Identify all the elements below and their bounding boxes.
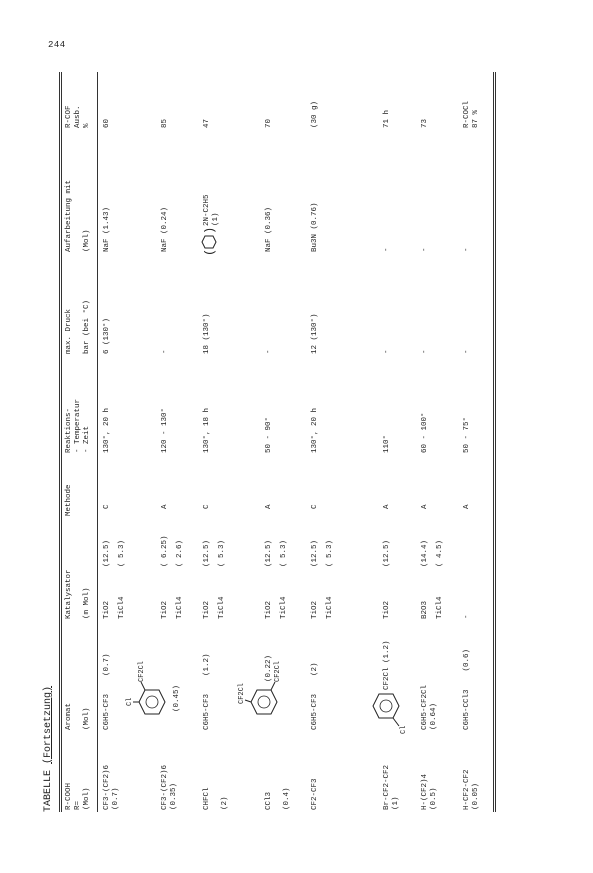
cell-kat1: TiO2	[103, 600, 111, 619]
cell-kat2-amt: ( 5.3)	[326, 539, 334, 567]
cell-methode: A	[383, 504, 391, 509]
table-top-rule	[59, 72, 62, 812]
cell-aromat: C6H5-CF3 (2)	[311, 662, 319, 730]
cell-kat1-amt: (12.5)	[103, 539, 111, 567]
cell-kat2: TiCl4	[176, 596, 184, 619]
cell-temp: 50 - 75°	[463, 416, 471, 453]
struct-label: Cl	[126, 697, 134, 706]
page-number: 244	[48, 40, 66, 50]
cell-aromat: CF2Cl (1.2)	[383, 640, 391, 690]
cell-r: CF3-(CF2)6 (0.35)	[161, 764, 178, 810]
cell-methode: A	[161, 504, 169, 509]
cell-aromat: (0.45)	[173, 684, 181, 712]
cell-temp: 130°, 20 h	[311, 407, 319, 453]
struct-label: CF2Cl	[274, 660, 282, 682]
cell-kat2-amt: ( 5.3)	[118, 539, 126, 567]
cell-druck: 6 (130°)	[103, 317, 111, 354]
cell-druck: 18 (130°)	[203, 313, 211, 354]
table-bottom-rule	[493, 72, 496, 812]
cell-kat2: TiCl4	[118, 596, 126, 619]
cell-ausbeute: 71 h	[383, 109, 391, 128]
header-rule	[97, 72, 98, 812]
cell-kat1: TiO2	[203, 600, 211, 619]
rotated-table	[43, 72, 525, 812]
cell-methode: C	[203, 504, 211, 509]
header-katalysator: Katalysator (m Mol)	[65, 569, 91, 619]
cell-aromat: C6H5-CF3 (0.7)	[103, 653, 111, 730]
table-subtitle: (Fortsetzung)	[43, 685, 54, 764]
header-aufarbeitung: Aufarbeitung mit (Mol)	[65, 179, 91, 252]
cell-aufarbeitung: -	[421, 247, 429, 252]
cell-aufarbeitung: 2N-C2H5 (1)	[203, 194, 220, 226]
cell-methode: A	[265, 504, 273, 509]
cell-temp: 130°, 20 h	[103, 407, 111, 453]
cell-aromat: C6H5-CF3 (1.2)	[203, 653, 211, 730]
cell-aufarbeitung: -	[463, 247, 471, 252]
cell-aromat: (0.22)	[265, 654, 273, 682]
cell-druck: 12 (130°)	[311, 313, 319, 354]
cell-r: CF3-(CF2)6 (0.7)	[103, 764, 120, 810]
cell-kat1: TiO2	[265, 600, 273, 619]
struct-label: CF2Cl	[138, 660, 146, 682]
cell-ausbeute: 73	[421, 118, 429, 128]
header-druck: max. Druck bar (bei °C)	[65, 299, 91, 354]
header-aromat: Aromat (Mol)	[65, 702, 91, 730]
table-title: TABELLE	[43, 769, 54, 812]
cell-r: H-CF2-CF2 (0.05)	[463, 769, 480, 810]
cyclohexyl-structure	[199, 226, 224, 256]
cell-temp: 120 - 130°	[161, 407, 169, 453]
cell-aufarbeitung: NaF (1.43)	[103, 206, 111, 252]
cell-kat1: TiO2	[311, 600, 319, 619]
table-caption	[43, 686, 54, 812]
cell-r: CHFCl (2)	[203, 787, 229, 810]
cell-temp: 50 - 90°	[265, 416, 273, 453]
cell-druck: -	[463, 349, 471, 354]
header-reaktion: Reaktions- - Temperatur - Zeit	[65, 398, 91, 453]
cell-ausbeute: 70	[265, 118, 273, 128]
cell-druck: -	[161, 349, 169, 354]
cell-aromat: C6H5-CCl3 (0.6)	[463, 648, 471, 730]
header-r-cooh: R-COOH R= (Mol)	[65, 782, 91, 810]
cell-methode: C	[311, 504, 319, 509]
cell-temp: 60 - 100°	[421, 412, 429, 453]
benzene-structure	[369, 684, 410, 734]
cell-kat1-amt: (12.5)	[383, 539, 391, 567]
cell-kat2-amt: ( 5.3)	[218, 539, 226, 567]
cell-aufarbeitung: NaF (0.36)	[265, 206, 273, 252]
cell-druck: -	[383, 349, 391, 354]
cell-methode: A	[463, 504, 471, 509]
cell-ausbeute: 60	[103, 118, 111, 128]
cell-r: CCl3 (0.4)	[265, 787, 291, 810]
cell-kat1-amt: (12.5)	[311, 539, 319, 567]
cell-temp: 110°	[383, 434, 391, 453]
cell-kat2-amt: ( 2.6)	[176, 539, 184, 567]
cell-aromat: C6H5-CF2Cl (0.64)	[421, 684, 438, 730]
cell-methode: C	[103, 504, 111, 509]
cell-kat2-amt: ( 4.5)	[436, 539, 444, 567]
cell-aufarbeitung: -	[383, 247, 391, 252]
cell-ausbeute: 47	[203, 118, 211, 128]
cell-druck: -	[265, 349, 273, 354]
benzene-structure	[126, 660, 178, 730]
cell-methode: A	[421, 504, 429, 509]
header-ausbeute: R-COF Ausb. %	[65, 105, 91, 128]
cell-kat1-amt: (14.4)	[421, 539, 429, 567]
struct-label: Cl	[400, 725, 408, 734]
cell-r: H-(CF2)4 (0.5)	[421, 773, 438, 810]
cell-r: CF2-CF3	[311, 778, 319, 810]
cell-ausbeute: R-COCl 87 %	[463, 100, 480, 128]
cell-druck: -	[421, 349, 429, 354]
cell-kat2: TiCl4	[436, 596, 444, 619]
cell-ausbeute: 85	[161, 118, 169, 128]
cell-kat2: TiCl4	[280, 596, 288, 619]
cell-kat1: -	[463, 614, 471, 619]
header-methode: Methode	[65, 484, 73, 516]
cell-kat1: TiO2	[383, 600, 391, 619]
cell-kat1: TiO2	[161, 600, 169, 619]
cell-aufarbeitung: Bu3N (0.76)	[311, 202, 319, 252]
cell-kat1: B2O3	[421, 600, 429, 619]
cell-kat1-amt: (12.5)	[265, 539, 273, 567]
cell-kat1-amt: (12.5)	[203, 539, 211, 567]
svg-text:(: (	[203, 248, 217, 256]
cell-aufarbeitung: NaF (0.24)	[161, 206, 169, 252]
cell-kat1-amt: ( 6.25)	[161, 535, 169, 567]
cell-ausbeute: (30 g)	[311, 100, 319, 128]
cell-kat2: TiCl4	[218, 596, 226, 619]
struct-label: CF2Cl	[238, 682, 246, 704]
cell-kat2: TiCl4	[326, 596, 334, 619]
svg-text:): )	[203, 226, 217, 234]
cell-r: Br-CF2-CF2 (1)	[383, 764, 400, 810]
cell-kat2-amt: ( 5.3)	[280, 539, 288, 567]
cell-temp: 130°, 18 h	[203, 407, 211, 453]
